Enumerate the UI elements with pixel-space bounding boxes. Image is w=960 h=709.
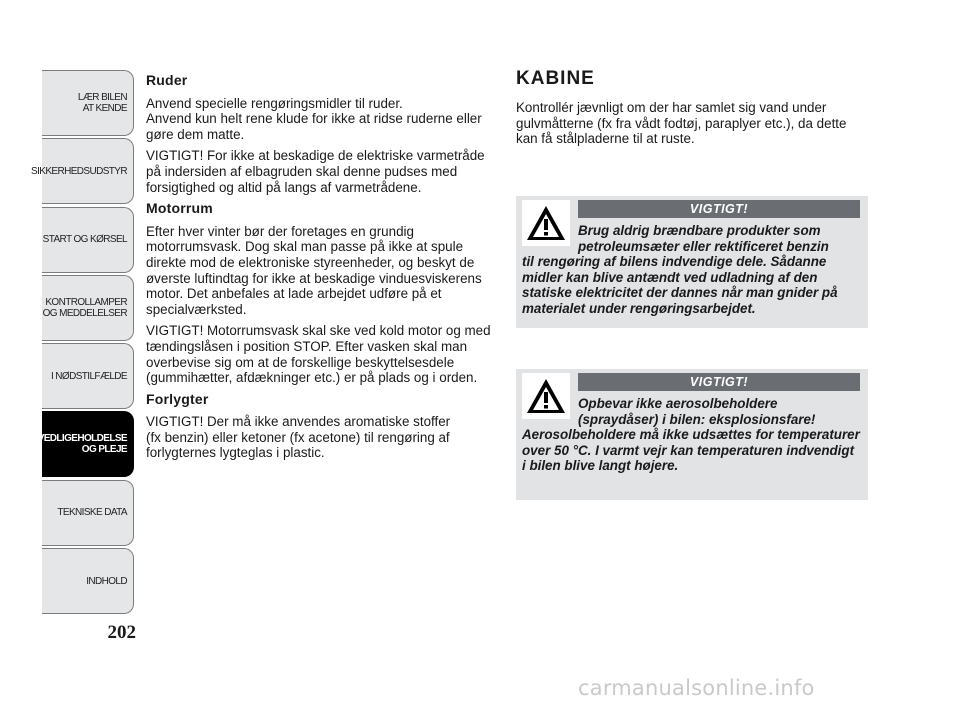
tab-laer-bilen-at-kende[interactable]: LÆR BILEN AT KENDE (42, 70, 134, 136)
page-number: 202 (107, 622, 136, 643)
warning-lead: Brug aldrig brændbare produkter som petroleumsæter eller rektificeret benzin (578, 223, 829, 254)
chapter-tabs (31, 70, 134, 616)
forlygter-paragraph-1: VIGTIGT! Der må ikke anvendes aromatiske stoffer (fx benzin) eller ketoner (fx acetone) til rengøring af forlygternes lygteglas i plastic. (146, 414, 451, 461)
tab-vedligeholdelse-og-pleje[interactable]: VEDLIGEHOLDELSE OG PLEJE (42, 411, 134, 477)
warning-text (522, 223, 860, 316)
ruder-paragraph-1: Anvend specielle rengøringsmidler til ruder. Anvend kun helt rene klude for ikke at ridse ruderne eller gøre dem matte. (146, 95, 482, 142)
motorrum-paragraph-2: VIGTIGT! Motorrumsvask skal ske ved kold motor og med tændingslåsen i position STOP. Efter vasken skal man overbevise sig om at de forskellige beskyttelsesdele (gummihætter, afdækninger etc.) er på plads og i orden. (146, 323, 491, 386)
tab-indhold[interactable]: INDHOLD (42, 548, 134, 614)
warning-label: VIGTIGT! (578, 200, 860, 218)
left-column (146, 73, 496, 467)
kabine-intro: Kontrollér jævnligt om der har samlet sig vand under gulvmåtterne (fx fra vådt fodtøj, paraplyer etc.), da dette kan få stålpladerne til at ruste. (516, 100, 847, 147)
warning-rest: Aerosolbeholdere må ikke udsættes for temperaturer over 50 °C. I varmt vejr kan temperaturen indvendigt i bilen blive langt højere. (522, 427, 860, 473)
right-column (516, 68, 868, 147)
warning-text (522, 396, 860, 474)
tab-i-nodstilfaelde[interactable]: I NØDSTILFÆLDE (42, 343, 134, 409)
motorrum-heading: Motorrum (146, 200, 213, 217)
tab-kontrollamper[interactable]: KONTROLLAMPER OG MEDDELELSER (42, 275, 134, 341)
warning-rest: til rengøring af bilens indvendige dele. Sådanne midler kan blive antændt ved udladning af den statiske elektricitet der dannes når man gnider på materialet under rengøringsarbejdet. (522, 254, 838, 316)
motorrum-paragraph-1: Efter hver vinter bør der foretages en grundig motorrumsvask. Dog skal man passe på ikke at spule direkte mod de elektroniske styreenheder, og beskyt de øverste luftindtag for ikke at beskadige vinduesviskerens motor. Det anbefales at lade arbejdet udføre på et specialværksted. (146, 223, 482, 317)
tab-sikkerhedsudstyr[interactable]: SIKKERHEDSUDSTYR (42, 138, 134, 204)
kabine-heading: KABINE (516, 68, 595, 89)
tab-tekniske-data[interactable]: TEKNISKE DATA (42, 480, 134, 546)
ruder-paragraph-2: VIGTIGT! For ikke at beskadige de elektriske varmetråde på indersiden af elbagruden skal denne pudses med forsigtighed og altid på langs af varmetrådene. (146, 148, 485, 195)
watermark: carmanualsonline.info (578, 676, 815, 700)
warning-box-1 (516, 196, 868, 328)
warning-box-2 (516, 369, 868, 500)
warning-label: VIGTIGT! (578, 373, 860, 391)
forlygter-heading: Forlygter (146, 390, 209, 407)
tab-start-og-korsel[interactable]: START OG KØRSEL (42, 207, 134, 273)
warning-triangle-icon (522, 200, 570, 246)
ruder-heading: Ruder (146, 72, 188, 88)
warning-triangle-icon (522, 373, 570, 419)
warning-lead: Opbevar ikke aerosolbeholdere (spraydåser) i bilen: eksplosionsfare! (578, 396, 816, 427)
